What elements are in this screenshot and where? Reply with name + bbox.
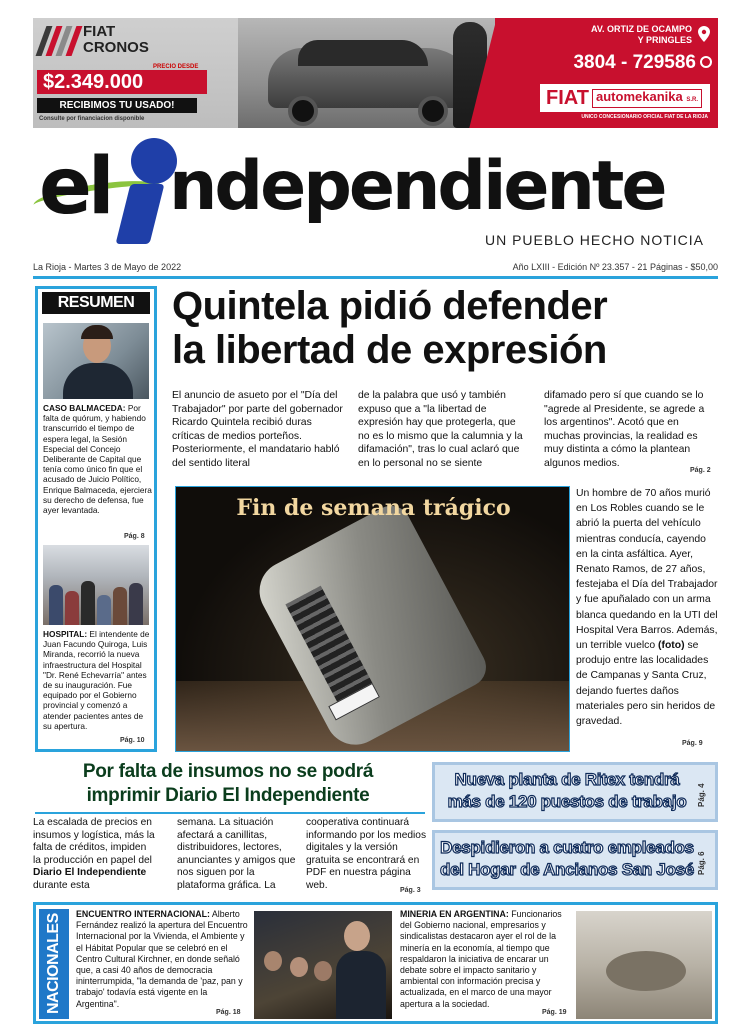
ad-price: $2.349.000 bbox=[37, 70, 207, 94]
page-ref[interactable]: Pág. 19 bbox=[542, 1009, 567, 1016]
page-ref[interactable]: Pág. 6 bbox=[697, 851, 706, 875]
resumen-item-balmaceda[interactable]: CASO BALMACEDA: Por falta de quórum, y habiendo transcurrido el tiempo de espera legal, la Sesión Especial del Concejo Deliberante de Capital que tenía como único fin que el acusado de Juicio Político, Enrique Balmaceda, ejerciera su derecho de defensa, fue ayer levantada. bbox=[43, 403, 152, 516]
hogar-headline[interactable]: Despidieron a cuatro empleados del Hogar de Ancianos San José bbox=[440, 838, 694, 879]
edition-date: La Rioja - Martes 3 de Mayo de 2022 bbox=[33, 262, 182, 272]
page-ref[interactable]: Pág. 4 bbox=[697, 783, 706, 807]
page-ref[interactable]: Pág. 3 bbox=[400, 887, 421, 894]
ad-address: AV. ORTIZ DE OCAMPO Y PRINGLES bbox=[590, 24, 692, 45]
ad-model-name: FIAT CRONOS bbox=[83, 23, 149, 56]
ad-dealer-logo: FIAT automekanika S.R. bbox=[540, 84, 710, 112]
main-col-1: El anuncio de asueto por el "Día del Trabajador" por parte del gobernador Ricardo Quintela recibió duras críticas de medios porteños. Posteriormente, el mandatario habló del sentido literal bbox=[172, 390, 343, 469]
page-ref[interactable]: Pág. 9 bbox=[682, 740, 703, 747]
page-ref[interactable]: Pág. 10 bbox=[120, 737, 145, 744]
rollover-car-photo[interactable] bbox=[175, 486, 570, 752]
nacionales-tab: NACIONALES bbox=[39, 909, 69, 1019]
resumen-item-hospital[interactable]: HOSPITAL: El intendente de Juan Facundo Quiroga, Luis Miranda, recorrió la nueva infraestructura del Hospital "Dr. René Echevarría" antes de su inauguración. Fue equipado por el Gobierno provincial y comenzó a atender pacientes antes de su apertura. bbox=[43, 629, 150, 731]
mining-photo bbox=[576, 911, 712, 1019]
header-rule bbox=[33, 276, 718, 279]
insumos-rule bbox=[35, 812, 425, 814]
insumos-col-1: La escalada de precios en insumos y logística, más la falta de créditos, impiden la producción en papel del Diario El Independiente durante esta bbox=[33, 817, 155, 891]
main-headline[interactable]: Quintela pidió defender la libertad de expresión bbox=[172, 284, 608, 372]
ad-price-label: PRECIO DESDE bbox=[153, 64, 199, 70]
edition-info: Año LXIII - Edición Nº 23.357 - 21 Páginas - $50,00 bbox=[512, 262, 718, 272]
page-ref[interactable]: Pág. 8 bbox=[124, 533, 145, 540]
resumen-sidebar bbox=[35, 286, 157, 752]
tragic-headline[interactable]: Fin de semana trágico bbox=[236, 495, 511, 521]
hospital-photo bbox=[43, 545, 149, 625]
page-ref[interactable]: Pág. 2 bbox=[690, 467, 711, 474]
logo-independiente: ndependiente bbox=[169, 147, 665, 226]
fernandez-photo bbox=[254, 911, 392, 1019]
location-pin-icon bbox=[698, 26, 710, 42]
hogar-box[interactable] bbox=[432, 830, 718, 890]
ad-car-photo bbox=[238, 18, 508, 128]
ad-phone-number[interactable]: 3804 - 729586 bbox=[573, 52, 696, 73]
main-story-body bbox=[172, 389, 718, 477]
nacionales-item-encuentro[interactable]: ENCUENTRO INTERNACIONAL: Alberto Fernández realizó la apertura del Encuentro Internacional por la Vivienda, el Ambiente y el Hábitat Popular que se celebró en el Centro Cultural Kirchner, en donde señaló que, a casi 40 años de democracia ininterrumpida, "la demanda de 'paz, pan y trabajo' todavía está vigente en la Argentina". bbox=[76, 909, 248, 1009]
ad-financing-note: Consulte por financiacion disponible bbox=[39, 116, 145, 122]
fiat-stripes-logo bbox=[39, 26, 81, 56]
page-ref[interactable]: Pág. 18 bbox=[216, 1009, 241, 1016]
nacionales-item-mineria[interactable]: MINERIA EN ARGENTINA: Funcionarios del Gobierno nacional, empresarios y sindicalistas destacaron ayer el rol de la minería en la economía, al tiempo que respaldaron la iniciativa de encarar un debate sobre el impacto sanitario y ambiental con información precisa y actualizada, en el marco de una mayor apertura a la sociedad. bbox=[400, 909, 562, 1009]
ad-dealer-panel bbox=[495, 18, 718, 128]
insumos-headline[interactable]: Por falta de insumos no se podrá imprimir Diario El Independiente bbox=[82, 761, 374, 806]
balmaceda-photo bbox=[43, 323, 149, 399]
newspaper-masthead[interactable] bbox=[33, 132, 718, 258]
ritex-headline[interactable]: Nueva planta de Ritex tendrá más de 120 puestos de trabajo bbox=[447, 770, 687, 811]
top-advertisement[interactable] bbox=[33, 18, 718, 128]
ritex-box[interactable] bbox=[432, 762, 718, 822]
logo-el: el bbox=[39, 142, 111, 232]
main-col-3: difamado pero sí que cuando se lo "agrede al Presidente, se agrede a los argentinos". Acotó que en muchas provincias, la realidad es muy distinta a cómo la plantean algunos medios. bbox=[544, 390, 705, 469]
insumos-col-3: cooperativa continuará informando por los medios digitales y la versión gratuita se encontrará en PDF en nuestra página web. bbox=[306, 817, 427, 891]
nacionales-section bbox=[33, 902, 718, 1024]
masthead-tagline: UN PUEBLO HECHO NOTICIA bbox=[484, 232, 704, 248]
tragic-story-body: Un hombre de 70 años murió en Los Robles cuando se le abrió la puerta del vehículo mientras conducía, cayendo en la cinta asfáltica. Ayer, Renato Ramos, de 27 años, festejaba el Día del Trabajador y fue apuñalado con un arma blanca quedando en la UTI del Hospital Vera Barros. Además, un terrible vuelco (foto) se produjo entre las localidades de Campanas y Santa Cruz, dejando fuertes daños materiales pero sin heridos de gravedad. bbox=[576, 488, 718, 728]
insumos-col-2: semana. La situación afectará a canillitas, distribuidores, lectores, anunciantes y amigos que nos siguen por la plataforma gráfica. La bbox=[177, 817, 296, 891]
ad-trade-in: RECIBIMOS TU USADO! bbox=[37, 98, 197, 113]
ad-dealer-note: UNICO CONCESIONARIO OFICIAL FIAT DE LA RIOJA bbox=[581, 114, 708, 120]
ad-offer-panel bbox=[33, 18, 238, 128]
resumen-title: RESUMEN bbox=[42, 292, 150, 314]
dateline bbox=[33, 262, 718, 276]
main-col-2: de la palabra que usó y también expuso que a "la libertad de expresión hay que protegerla, que no es lo mismo que la calumnia y la difamación", tras lo cual aclaró que en lo personal no se siente bbox=[358, 390, 523, 469]
whatsapp-icon bbox=[700, 56, 712, 68]
